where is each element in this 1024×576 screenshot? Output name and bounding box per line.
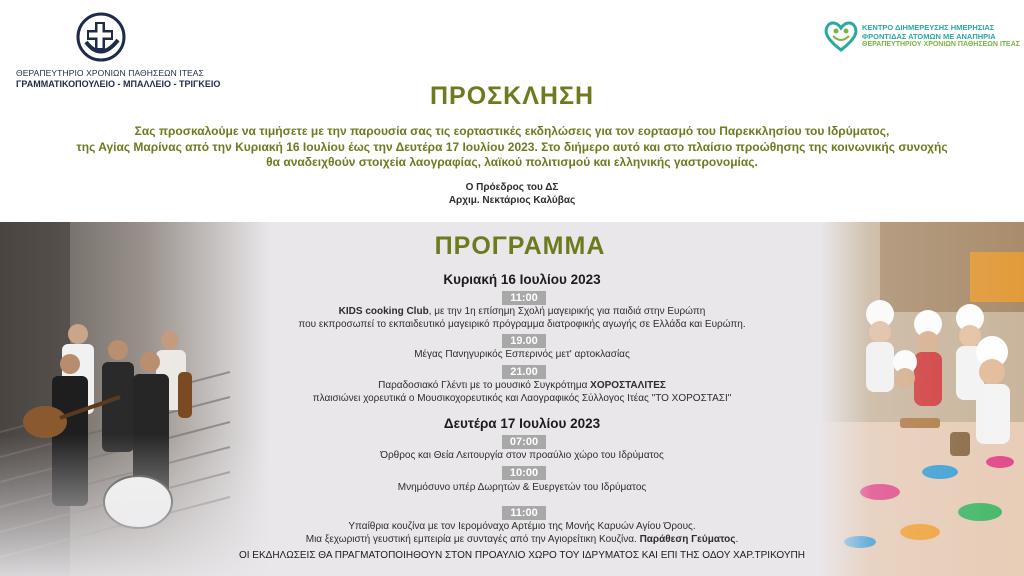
logo-right-line-1: ΚΕΝΤΡΟ ΔΙΗΜΕΡΕΥΣΗΣ ΗΜΕΡΗΣΙΑΣ [862,23,995,32]
institution-logo [16,8,221,89]
event-line: πλαισιώνει χορευτικά ο Μουσικοχορευτικός και Λαογραφικός Σύλλογος Ιτέας "ΤΟ ΧΟΡΟΣΤΑΣΙ" [312,393,732,404]
invitation-line-3: θα αναδειχθούν στοιχεία λαογραφίας, λαϊκού πολιτισμού και ελληνικής γαστρονομίας. [266,155,758,169]
event-bold-text: Παράθεση Γεύματος [639,534,736,545]
event-line: Όρθρος και Θεία Λειτουργία στον προαύλιο χώρο του Ιδρύματος [380,450,664,461]
event-line: Μνημόσυνο υπέρ Δωρητών & Ευεργετών του Ιδρύματος [397,482,647,493]
logo-line-1: ΘΕΡΑΠΕΥΤΗΡΙΟ ΧΡΟΝΙΩΝ ΠΑΘΗΣΕΩΝ ΙΤΕΑΣ [16,68,204,78]
event-line [0,379,1024,392]
time-badge: 21.00 [502,365,546,379]
cross-emblem-icon [76,12,126,62]
program-title: ΠΡΟΓΡΑΜΜΑ [434,232,606,260]
logo-right-line-3: ΘΕΡΑΠΕΥΤΗΡΙΟΥ ΧΡΟΝΙΩΝ ΠΑΘΗΣΕΩΝ ΙΤΕΑΣ [862,41,1020,48]
day1-heading: Κυριακή 16 Ιουλίου 2023 [443,272,601,287]
signature-name: Αρχιμ. Νεκτάριος Καλύβας [448,195,576,206]
invitation-body [60,124,964,171]
signature-role: Ο Πρόεδρος του ΔΣ [465,182,559,193]
event-text: , με την 1η επίσημη Σχολή μαγειρικής για παιδιά στην Ευρώπη [428,306,706,317]
day-center-logo [822,20,1020,60]
logo-line-2: ΓΡΑΜΜΑΤΙΚΟΠΟΥΛΕΙΟ - ΜΠΑΛΛΕΙΟ - ΤΡΙΓΚΕΙΟ [16,79,221,89]
invitation-line-1: Σας προσκαλούμε να τιμήσετε με την παρουσία σας τις εορταστικές εκδηλώσεις για τον εορτασμό του Παρεκκλησίου του Ιδρύματος, [134,124,890,138]
event-text: Μια ξεχωριστή γευστική εμπειρία με συνταγές από την Αγιορείτικη Κουζίνα. [305,534,640,545]
event-bold-text: KIDS cooking Club [338,306,429,317]
event-line [0,533,1024,546]
event-bold-text: ΧΟΡΟΣΤΑΛΙΤΕΣ [590,380,666,391]
time-badge: 11:00 [502,291,546,305]
time-badge: 07:00 [502,435,546,449]
invitation-line-2: της Αγίας Μαρίνας από την Κυριακή 16 Ιουλίου έως την Δευτέρα 17 Ιουλίου 2023. Στο διήμερο αυτό και στο πλαίσιο προώθησης της κοινωνικής συνοχής [76,139,948,154]
event-tail: . [735,534,739,545]
invitation-title: ΠΡΟΣΚΛΗΣΗ [429,82,595,110]
event-text: Παραδοσιακό Γλέντι με το μουσικό Συγκρότημα [378,380,591,391]
time-badge: 19.00 [502,334,546,348]
time-badge: 11:00 [502,506,546,520]
logo-right-line-2: ΦΡΟΝΤΙΔΑΣ ΑΤΟΜΩΝ ΜΕ ΑΝΑΠΗΡΙΑ [862,32,996,41]
day2-heading: Δευτέρα 17 Ιουλίου 2023 [443,416,601,431]
event-line: που εκπροσωπεί το εκπαιδευτικό μαγειρικό πρόγραμμα διατροφικής αγωγής σε Ελλάδα και Ευρώπη. [298,319,746,330]
event-line [0,305,1024,318]
event-line: Μέγας Πανηγυρικός Εσπερινός μετ' αρτοκλασίας [414,349,630,360]
venue-footer: ΟΙ ΕΚΔΗΛΩΣΕΙΣ ΘΑ ΠΡΑΓΜΑΤΟΠΟΙΗΘΟΥΝ ΣΤΟΝ ΠΡΟΑΥΛΙΟ ΧΩΡΟ ΤΟΥ ΙΔΡΥΜΑΤΟΣ ΚΑΙ ΕΠΙ ΤΗΣ ΟΔΟΥ ΧΑΡ.ΤΡΙΚΟΥΠΗ [238,550,806,561]
time-badge: 10:00 [502,466,546,480]
heart-people-icon [824,20,858,52]
event-line: Υπαίθρια κουζίνα με τον Ιερομόναχο Αρτέμιο της Μονής Καρυών Αγίου Όρους. [348,521,696,532]
